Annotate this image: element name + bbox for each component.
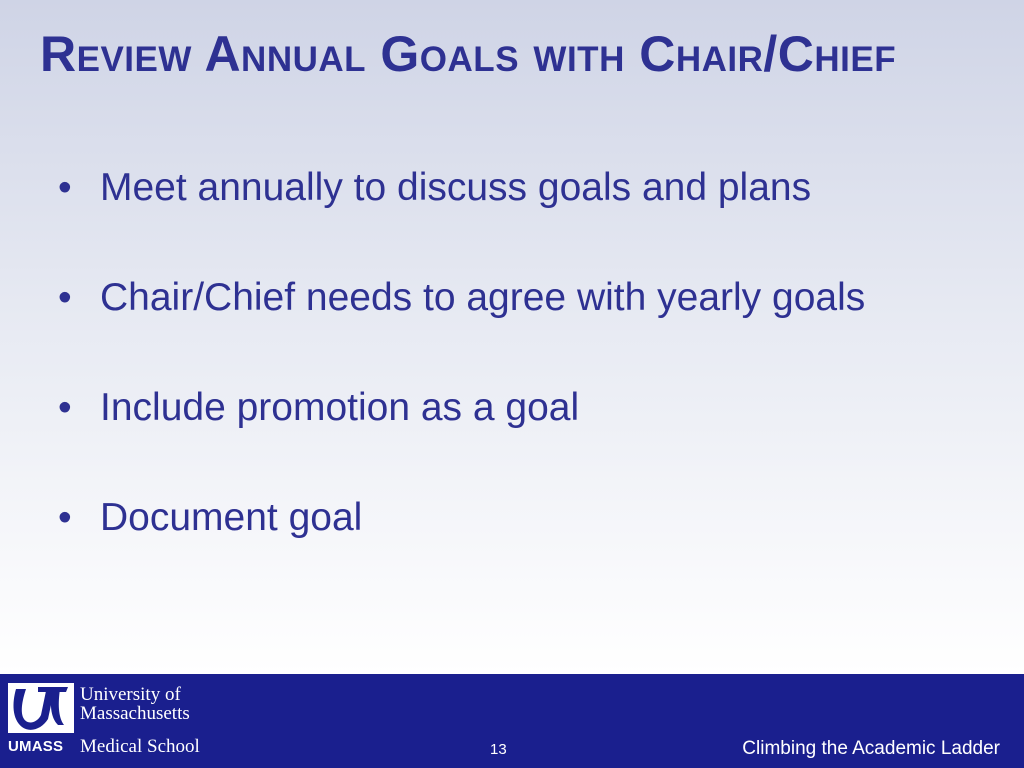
institution-line: University of	[80, 684, 181, 705]
institution-line: Massachusetts	[80, 703, 190, 724]
bullet-glyph: •	[58, 276, 72, 319]
institution-line: Medical School	[80, 736, 200, 757]
list-item	[58, 162, 958, 214]
list-item	[58, 492, 958, 544]
umass-wordmark: UMASS	[8, 738, 64, 755]
bullet-text: Document goal	[100, 496, 363, 539]
umass-u-logo-icon	[8, 683, 74, 733]
bullet-glyph: •	[58, 386, 72, 429]
list-item	[58, 272, 958, 324]
bullet-text: Chair/Chief needs to agree with yearly goals	[100, 276, 866, 319]
bullet-text: Include promotion as a goal	[100, 386, 580, 429]
presentation-title: Climbing the Academic Ladder	[742, 738, 1000, 759]
bullet-glyph: •	[58, 496, 72, 539]
bullet-text: Meet annually to discuss goals and plans	[100, 166, 812, 209]
slide-footer	[0, 674, 1024, 768]
institution-name	[80, 684, 200, 757]
bullet-list	[58, 162, 958, 602]
slide-title: Review Annual Goals with Chair/Chief	[40, 26, 897, 82]
page-number: 13	[490, 741, 507, 758]
bullet-glyph: •	[58, 166, 72, 209]
list-item	[58, 382, 958, 434]
